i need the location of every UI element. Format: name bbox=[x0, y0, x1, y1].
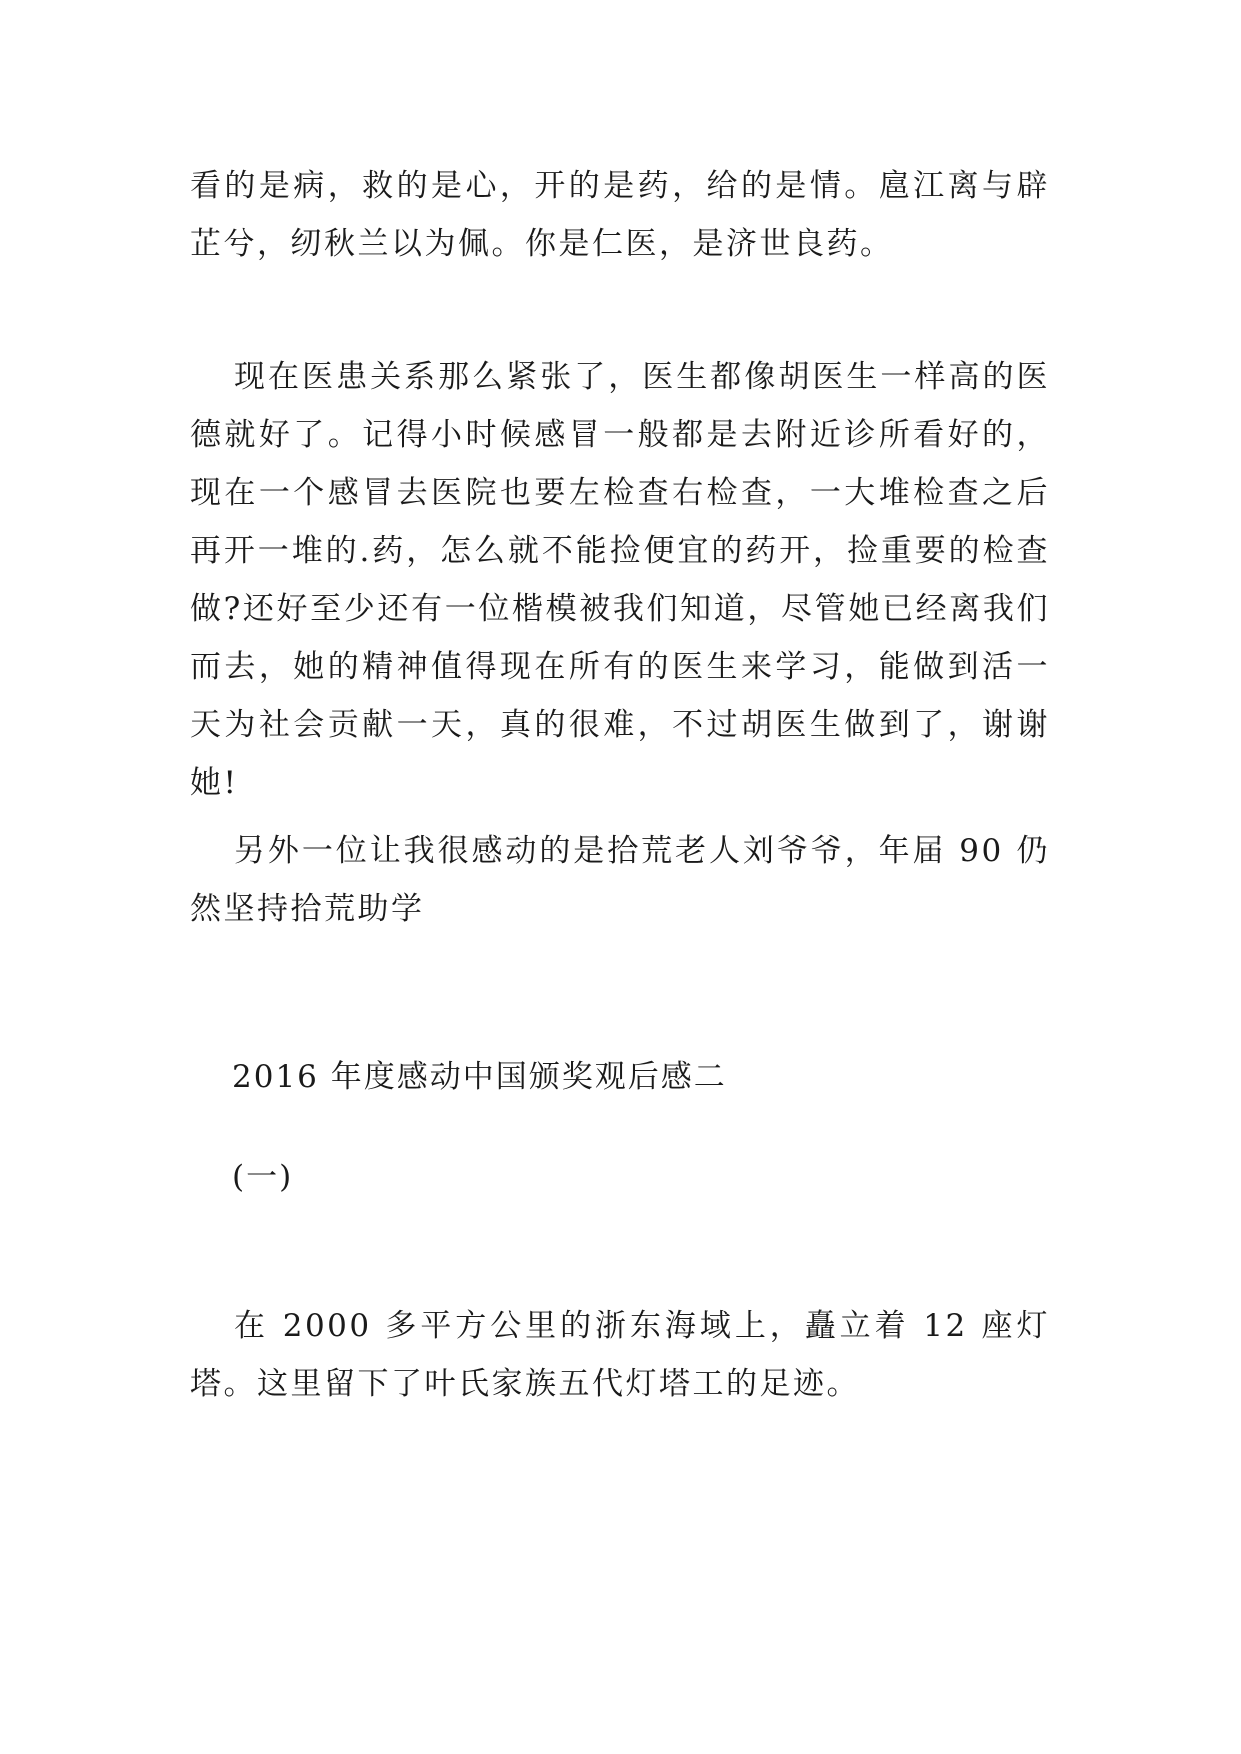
paragraph-2: 现在医患关系那么紧张了，医生都像胡医生一样高的医德就好了。记得小时候感冒一般都是去附近诊所看好的，现在一个感冒去医院也要左检查右检查，一大堆检查之后再开一堆的.药，怎么就不能捡便宜的药开，捡重要的检查做?还好至少还有一位楷模被我们知道，尽管她已经离我们而去，她的精神值得现在所有的医生来学习，能做到活一天为社会贡献一天，真的很难，不过胡医生做到了，谢谢她! bbox=[190, 359, 1050, 801]
section-subtitle: (一) bbox=[232, 1159, 294, 1195]
paragraph-1: 看的是病，救的是心，开的是药，给的是情。扈江离与辟芷兮，纫秋兰以为佩。你是仁医，是济世良药。 bbox=[190, 168, 1050, 262]
paragraph-4: 在 2000 多平方公里的浙东海域上，矗立着 12 座灯塔。这里留下了叶氏家族五代灯塔工的足迹。 bbox=[190, 1308, 1050, 1402]
section-title: 2016 年度感动中国颁奖观后感二 bbox=[232, 1059, 727, 1095]
paragraph-3: 另外一位让我很感动的是拾荒老人刘爷爷，年届 90 仍然坚持拾荒助学 bbox=[190, 833, 1050, 927]
